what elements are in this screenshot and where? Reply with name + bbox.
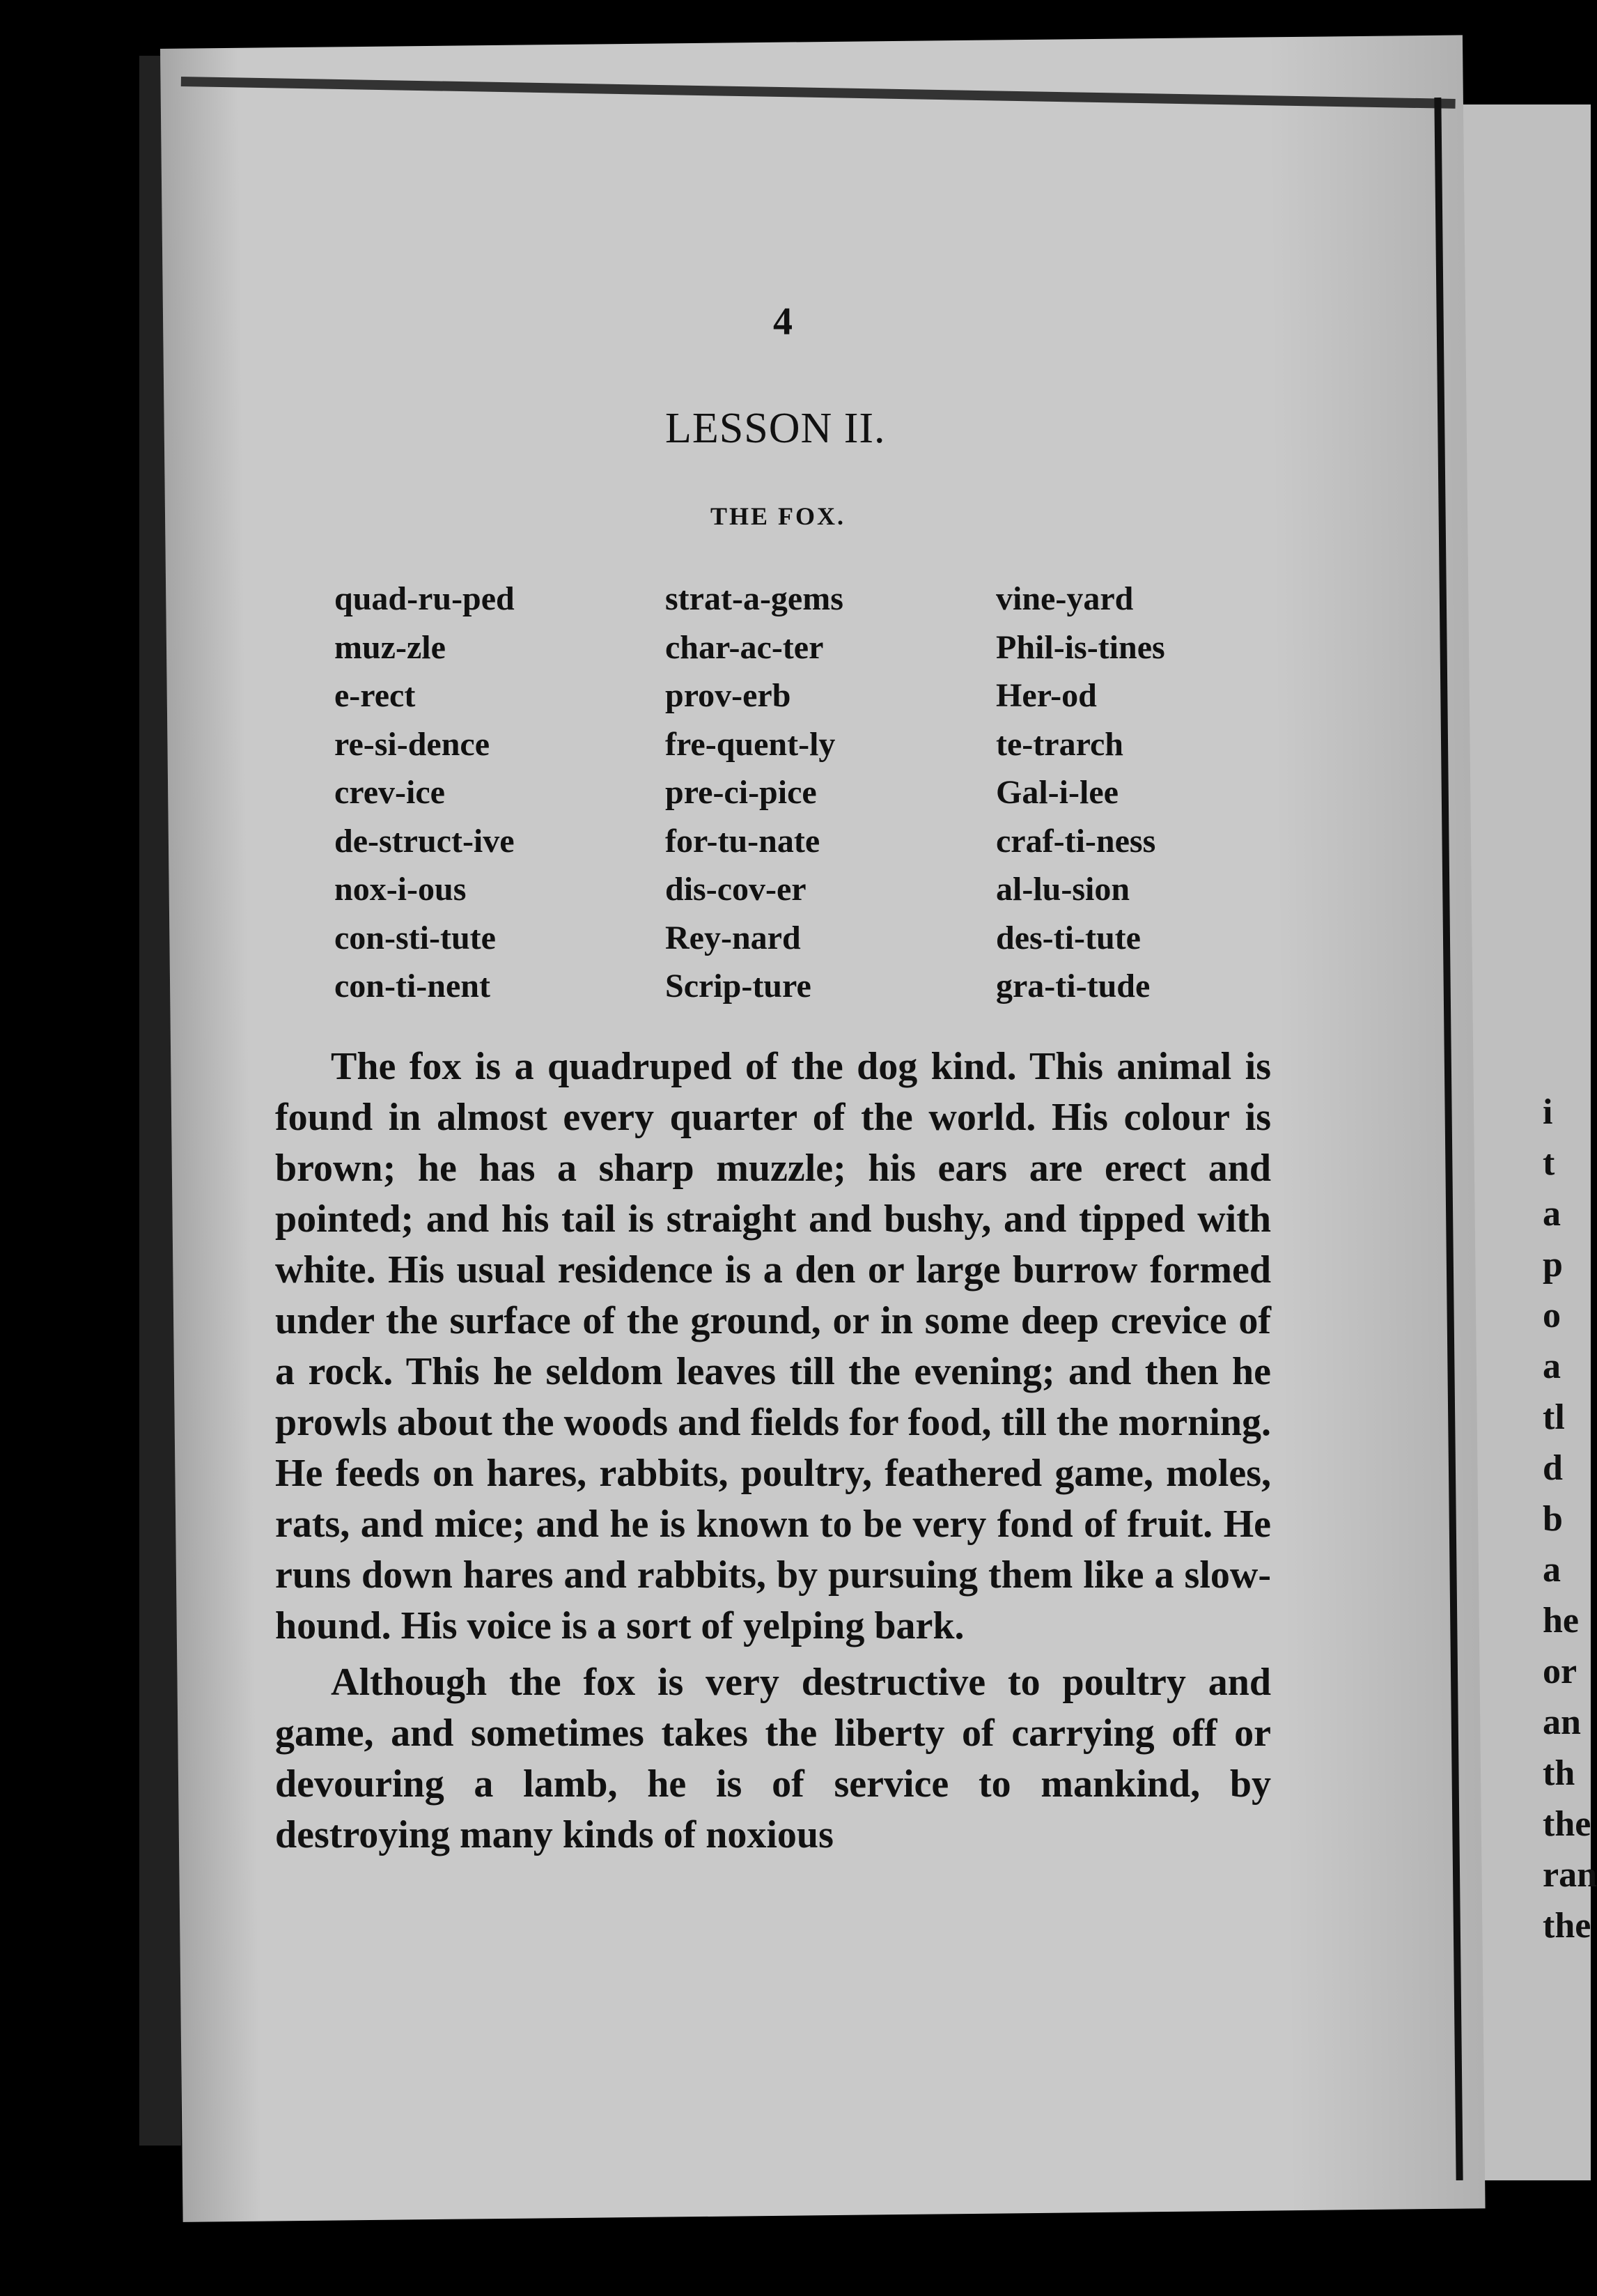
lesson-subtitle: THE FOX. [710, 502, 846, 530]
fragment: a [1543, 1347, 1561, 1386]
vocab-word: char-ac-ter [665, 628, 824, 666]
fragment: t [1543, 1143, 1555, 1183]
fragment: o [1543, 1296, 1561, 1335]
fragment: p [1543, 1245, 1563, 1285]
vocabulary-column-3 [996, 575, 1165, 1011]
fragment: a [1543, 1194, 1561, 1234]
vocab-word: Rey-nard [665, 919, 801, 956]
vocab-word: quad-ru-ped [334, 580, 515, 617]
vocab-word: gra-ti-tude [996, 968, 1151, 1004]
fragment: the [1543, 1804, 1591, 1844]
vocab-word: re-si-dence [334, 725, 490, 763]
fragment: or [1543, 1652, 1577, 1691]
vocab-word: for-tu-nate [665, 822, 820, 860]
lesson-body [275, 1041, 1271, 1861]
fragment: an [1543, 1702, 1581, 1742]
vocab-word: dis-cov-er [665, 871, 807, 908]
vocab-word: Gal-i-lee [996, 774, 1119, 811]
vocab-word: craf-ti-ness [996, 822, 1156, 860]
vocab-word: strat-a-gems [665, 580, 843, 617]
fragment: d [1543, 1448, 1563, 1488]
page-number: 4 [773, 300, 793, 343]
vocab-word: pre-ci-pice [665, 774, 817, 811]
fragment: b [1543, 1499, 1563, 1539]
facing-page-text-fragments [1543, 1087, 1597, 1951]
vocab-word: Phil-is-tines [996, 628, 1165, 666]
vocab-word: vine-yard [996, 580, 1134, 617]
vocab-word: Her-od [996, 677, 1097, 714]
vocab-word: crev-ice [334, 774, 445, 811]
vocab-word: muz-zle [334, 628, 446, 666]
fragment: th [1543, 1753, 1575, 1793]
fragment: he [1543, 1601, 1579, 1640]
fragment: a [1543, 1550, 1561, 1590]
paragraph: The fox is a quadruped of the dog kind. This animal is found in almost every quarter of the world. His colour is brown; he has a sharp muzzle; his ears are erect and pointed; and his tail is straight and bushy, and tipped with white. His usual residence is a den or large burrow formed under the surface of the ground, or in some deep crevice of a rock. This he seldom leaves till the evening; and then he prowls about the woods and fields for food, till the morning. He feeds on hares, rabbits, poultry, feathered game, moles, rats, and mice; and he is known to be very fond of fruit. He runs down hares and rabbits, by pursuing them like a slow-hound. His voice is a sort of yelping bark. [275, 1045, 1271, 1647]
vocab-word: des-ti-tute [996, 919, 1141, 956]
vocab-word: al-lu-sion [996, 871, 1130, 908]
lesson-title: LESSON II. [665, 405, 886, 452]
paragraph: Although the fox is very destructive to poultry and game, and sometimes takes the liberty of carrying off or devouring a lamb, he is of service to mankind, by destroying many kinds of noxious [275, 1661, 1271, 1856]
vocab-word: fre-quent-ly [665, 725, 836, 763]
fragment: tl [1543, 1397, 1565, 1437]
fragment: i [1543, 1092, 1553, 1132]
vocabulary-column-2 [665, 575, 843, 1011]
vocab-word: e-rect [334, 677, 416, 714]
vocab-word: de-struct-ive [334, 822, 515, 860]
vocab-word: prov-erb [665, 677, 791, 714]
vocabulary-column-1 [334, 575, 515, 1011]
vocab-word: con-sti-tute [334, 919, 496, 956]
vocab-word: te-trarch [996, 725, 1123, 763]
fragment: the [1543, 1906, 1591, 1946]
vocab-word: con-ti-nent [334, 968, 490, 1004]
fragment: ran [1543, 1855, 1597, 1895]
vocab-word: Scrip-ture [665, 968, 811, 1004]
vocab-word: nox-i-ous [334, 871, 467, 908]
